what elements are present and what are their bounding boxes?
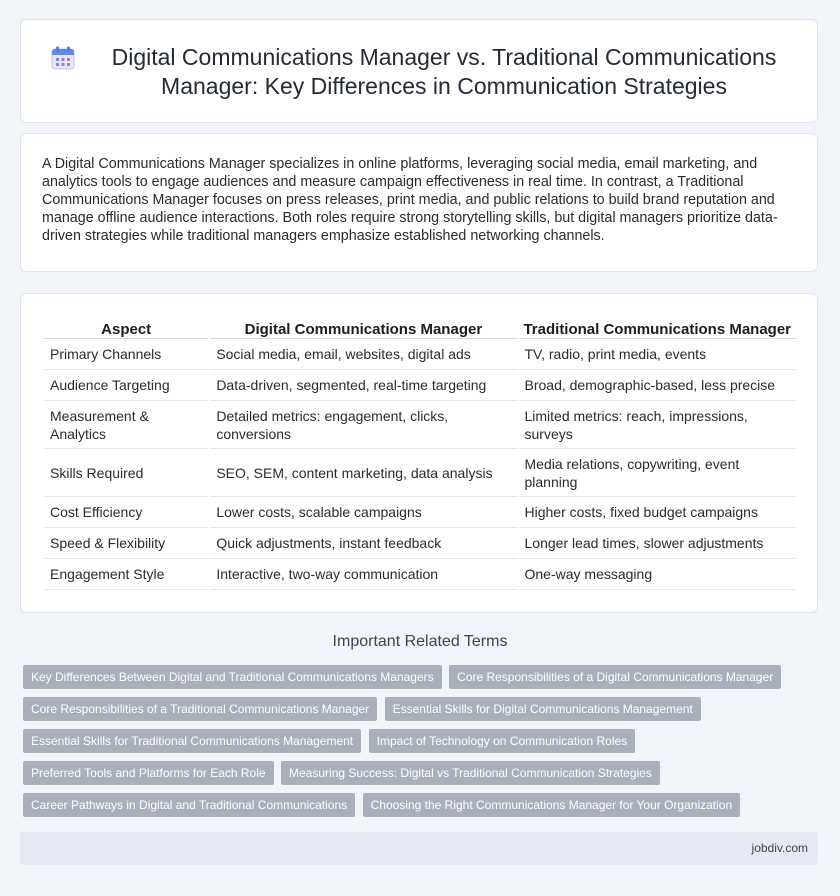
cell-digital: Social media, email, websites, digital ads [210, 339, 516, 370]
related-term-tag[interactable]: Core Responsibilities of a Traditional Communications Manager [23, 697, 377, 721]
related-term-tag[interactable]: Preferred Tools and Platforms for Each Role [23, 761, 274, 785]
cell-aspect: Cost Efficiency [44, 497, 208, 528]
related-term-tag[interactable]: Essential Skills for Traditional Communications Management [23, 729, 361, 753]
table-row [44, 339, 796, 370]
cell-aspect: Engagement Style [44, 559, 208, 590]
cell-traditional: Media relations, copywriting, event planning [519, 449, 797, 497]
comparison-table [42, 316, 798, 590]
related-terms-title: Important Related Terms [332, 633, 508, 650]
table-row [44, 401, 796, 449]
cell-aspect: Speed & Flexibility [44, 528, 208, 559]
cell-digital: Interactive, two-way communication [210, 559, 516, 590]
page-title: Digital Communications Manager vs. Traditional Communications Manager: Key Differences in Communication Strategies [111, 44, 777, 99]
cell-aspect: Primary Channels [44, 339, 208, 370]
table-row [44, 449, 796, 497]
table-row [44, 497, 796, 528]
related-term-tag[interactable]: Choosing the Right Communications Manager for Your Organization [363, 793, 741, 817]
comparison-card [20, 293, 818, 613]
cell-aspect: Skills Required [44, 449, 208, 497]
header-aspect: Aspect [44, 316, 208, 339]
cell-traditional: TV, radio, print media, events [519, 339, 797, 370]
header-digital: Digital Communications Manager [210, 316, 516, 339]
cell-traditional: Limited metrics: reach, impressions, surveys [519, 401, 797, 449]
related-term-tag[interactable]: Impact of Technology on Communication Roles [369, 729, 636, 753]
table-row [44, 528, 796, 559]
related-term-tag[interactable]: Measuring Success: Digital vs Traditional Communication Strategies [281, 761, 660, 785]
related-terms-list [23, 665, 813, 825]
cell-digital: Data-driven, segmented, real-time targeting [210, 370, 516, 401]
cell-digital: Detailed metrics: engagement, clicks, conversions [210, 401, 516, 449]
site-link[interactable]: jobdiv.com [751, 841, 808, 855]
cell-aspect: Audience Targeting [44, 370, 208, 401]
cell-aspect: Measurement & Analytics [44, 401, 208, 449]
related-term-tag[interactable]: Key Differences Between Digital and Traditional Communications Managers [23, 665, 442, 689]
cell-traditional: One-way messaging [519, 559, 797, 590]
cell-digital: SEO, SEM, content marketing, data analysis [210, 449, 516, 497]
cell-digital: Lower costs, scalable campaigns [210, 497, 516, 528]
table-row [44, 370, 796, 401]
intro-paragraph: A Digital Communications Manager specializes in online platforms, leveraging social media, email marketing, and analytics tools to engage audiences and measure campaign effectiveness in real time. In contrast, a Traditional Communications Manager focuses on press releases, print media, and public relations to build brand reputation and manage offline audience interactions. Both roles require strong storytelling skills, but digital managers prioritize data-driven strategies while traditional managers emphasize established networking channels. [42, 156, 778, 244]
calendar-icon [51, 46, 75, 70]
table-row [44, 559, 796, 590]
table-header-row [44, 316, 796, 339]
cell-traditional: Longer lead times, slower adjustments [519, 528, 797, 559]
cell-digital: Quick adjustments, instant feedback [210, 528, 516, 559]
cell-traditional: Broad, demographic-based, less precise [519, 370, 797, 401]
header-traditional: Traditional Communications Manager [519, 316, 797, 339]
cell-traditional: Higher costs, fixed budget campaigns [519, 497, 797, 528]
footer [20, 832, 818, 865]
title-card [20, 19, 818, 123]
related-term-tag[interactable]: Essential Skills for Digital Communications Management [385, 697, 701, 721]
related-term-tag[interactable]: Core Responsibilities of a Digital Communications Manager [449, 665, 781, 689]
intro-card [20, 133, 818, 272]
related-term-tag[interactable]: Career Pathways in Digital and Traditional Communications [23, 793, 355, 817]
